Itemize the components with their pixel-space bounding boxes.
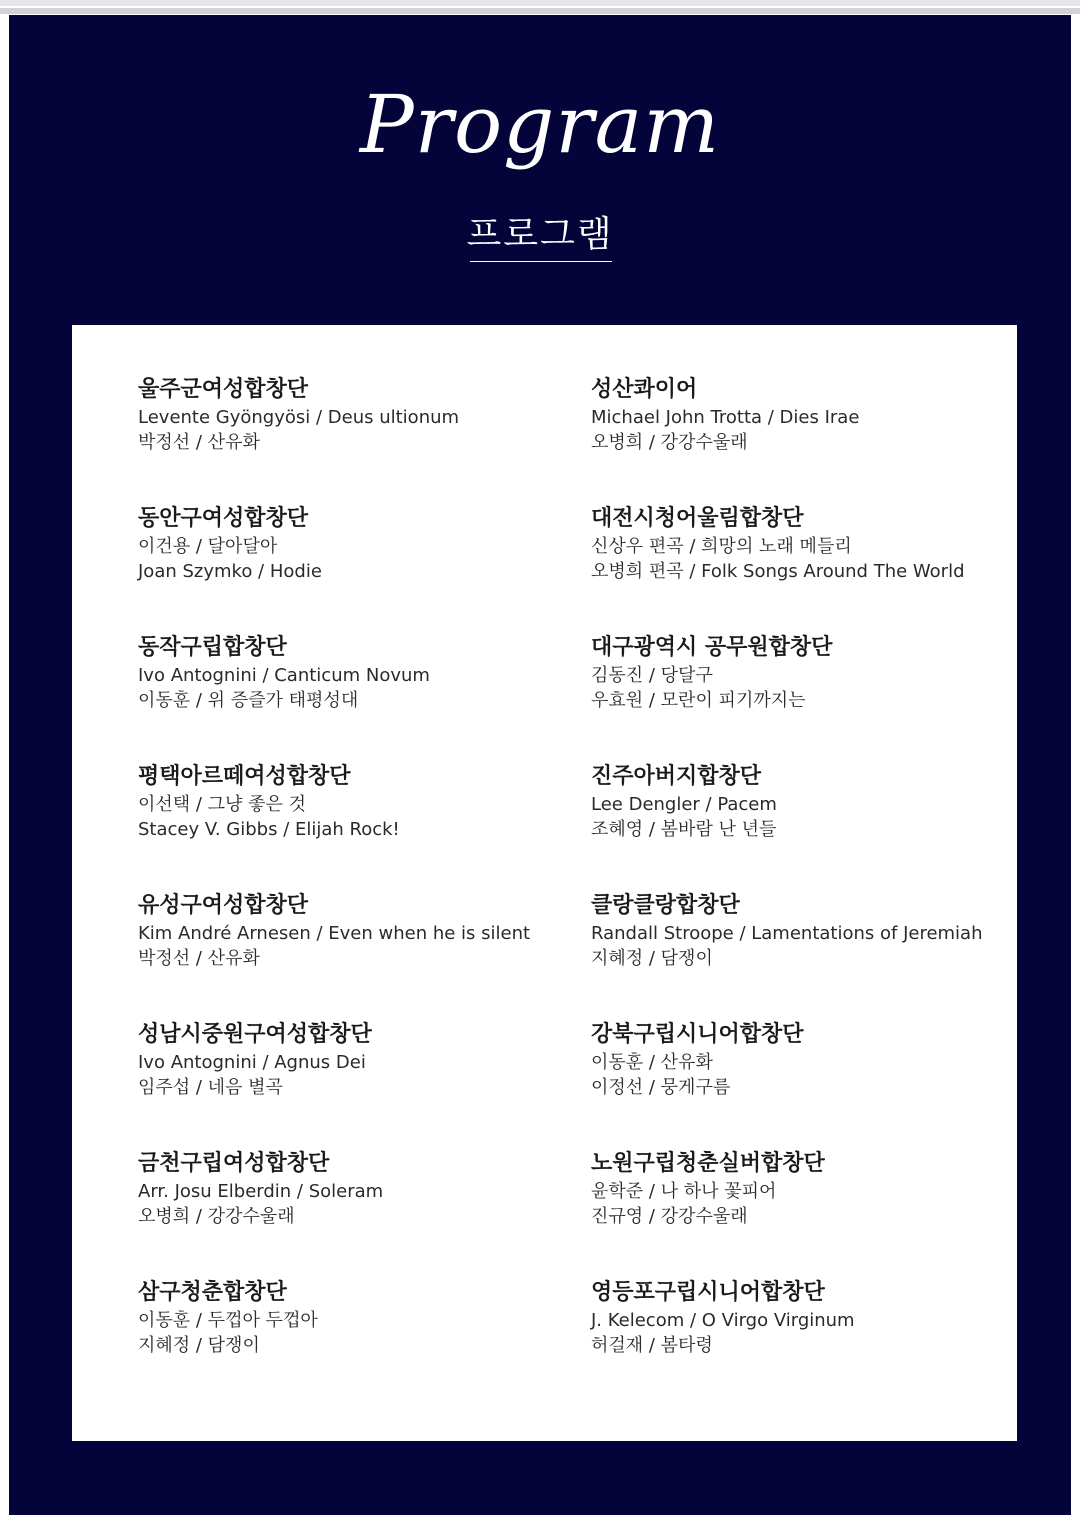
choir-name: 성남시중원구여성합창단 <box>138 1022 372 1047</box>
piece-line: 이동훈 / 두껍아 두껍아 <box>138 1310 318 1331</box>
piece-line: J. Kelecom / O Virgo Virginum <box>591 1310 855 1331</box>
program-entry <box>138 1149 578 1229</box>
title-underline <box>470 261 612 262</box>
piece-line: 이정선 / 뭉게구름 <box>591 1077 731 1098</box>
choir-name: 노원구립청춘실버합창단 <box>591 1151 825 1176</box>
choir-name: 동작구립합창단 <box>138 635 287 660</box>
piece-line: Arr. Josu Elberdin / Soleram <box>138 1181 384 1202</box>
choir-name: 강북구립시니어합창단 <box>591 1022 804 1047</box>
choir-name: 금천구립여성합창단 <box>138 1151 330 1176</box>
top-border <box>0 0 1080 6</box>
choir-name: 동안구여성합창단 <box>138 506 309 531</box>
program-entry <box>138 375 578 455</box>
choir-name: 유성구여성합창단 <box>138 893 309 918</box>
program-korean-title: 프로그램 <box>466 214 614 255</box>
piece-line: 오병희 / 강강수울래 <box>138 1206 295 1227</box>
piece-line: 조혜영 / 봄바람 난 년들 <box>591 819 777 840</box>
piece-line: Kim André Arnesen / Even when he is silent <box>138 923 531 944</box>
choir-name: 대전시청어울림합창단 <box>591 506 804 531</box>
piece-line: Stacey V. Gibbs / Elijah Rock! <box>138 819 400 840</box>
piece-line: Joan Szymko / Hodie <box>138 561 322 582</box>
program-entry <box>591 375 1031 455</box>
piece-line: 박정선 / 산유화 <box>138 948 260 969</box>
piece-line: 이건용 / 달아달아 <box>138 536 278 557</box>
choir-name: 진주아버지합창단 <box>591 764 762 789</box>
piece-line: Michael John Trotta / Dies Irae <box>591 407 860 428</box>
piece-line: 우효원 / 모란이 피기까지는 <box>591 690 806 711</box>
piece-line: 윤학준 / 나 하나 꽃피어 <box>591 1181 777 1202</box>
program-entry <box>591 504 1031 584</box>
choir-name: 성산콰이어 <box>591 377 698 402</box>
choir-name: 평택아르떼여성합창단 <box>138 764 351 789</box>
program-entry <box>591 1278 1031 1358</box>
piece-line: 지혜정 / 담쟁이 <box>138 1335 260 1356</box>
choir-name: 영등포구립시니어합창단 <box>591 1280 825 1305</box>
piece-line: 오병희 / 강강수울래 <box>591 432 748 453</box>
piece-line: 이동훈 / 위 증즐가 태평성대 <box>138 690 359 711</box>
top-border-inner <box>0 8 1080 14</box>
piece-line: 지혜정 / 담쟁이 <box>591 948 713 969</box>
program-poster <box>9 15 1071 1515</box>
program-entry <box>138 633 578 713</box>
piece-line: 신상우 편곡 / 희망의 노래 메들리 <box>591 536 852 557</box>
program-entry <box>138 1020 578 1100</box>
choir-name: 울주군여성합창단 <box>138 377 309 402</box>
program-script-title: Program <box>359 78 721 171</box>
piece-line: Ivo Antognini / Canticum Novum <box>138 665 430 686</box>
piece-line: 오병희 편곡 / Folk Songs Around The World <box>591 561 965 582</box>
program-entry <box>138 762 578 842</box>
piece-line: 허걸재 / 봄타령 <box>591 1335 713 1356</box>
piece-line: Ivo Antognini / Agnus Dei <box>138 1052 366 1073</box>
choir-name: 삼구청춘합창단 <box>138 1280 287 1305</box>
program-entry <box>591 1149 1031 1229</box>
choir-name: 클랑클랑합창단 <box>591 893 740 918</box>
piece-line: Levente Gyöngyösi / Deus ultionum <box>138 407 460 428</box>
program-entry <box>591 891 1031 971</box>
program-entry <box>591 633 1031 713</box>
piece-line: 진규영 / 강강수울래 <box>591 1206 748 1227</box>
piece-line: 이선택 / 그냥 좋은 것 <box>138 794 307 815</box>
program-card <box>72 325 1017 1441</box>
piece-line: Lee Dengler / Pacem <box>591 794 777 815</box>
piece-line: 이동훈 / 산유화 <box>591 1052 713 1073</box>
piece-line: 김동진 / 당달구 <box>591 665 713 686</box>
program-entry <box>591 1020 1031 1100</box>
piece-line: Randall Stroope / Lamentations of Jeremiah <box>591 923 983 944</box>
program-entry <box>138 504 578 584</box>
program-entry <box>138 1278 578 1358</box>
program-entry <box>138 891 578 971</box>
program-entry <box>591 762 1031 842</box>
piece-line: 박정선 / 산유화 <box>138 432 260 453</box>
piece-line: 임주섭 / 네음 별곡 <box>138 1077 283 1098</box>
choir-name: 대구광역시 공무원합창단 <box>591 635 833 660</box>
